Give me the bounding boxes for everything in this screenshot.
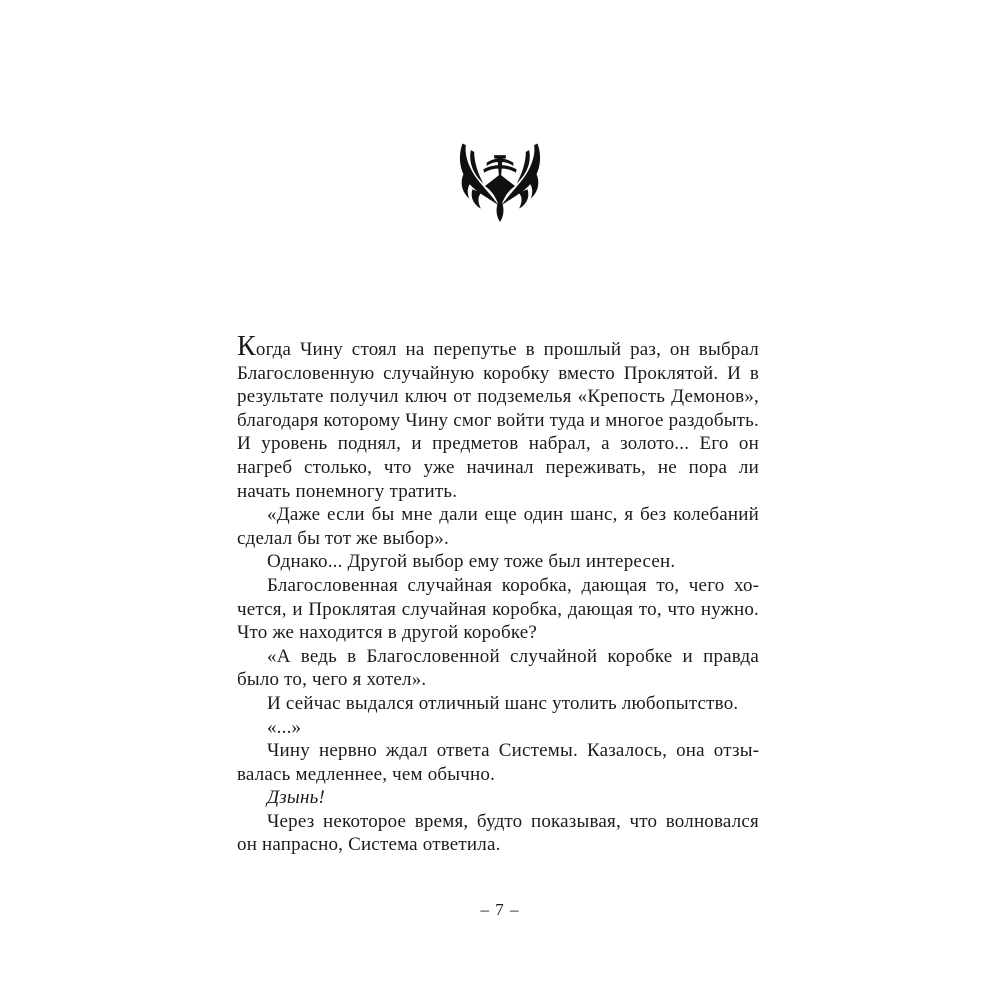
paragraph — [237, 331, 759, 503]
paragraph: «...» — [267, 716, 302, 738]
paragraph: «А ведь в Благословенной случайной коробке и правда было то, чего я хотел». — [237, 645, 759, 691]
paragraph-sound-effect: Дзынь! — [267, 787, 325, 809]
body-text — [237, 331, 759, 857]
paragraph: Через некоторое время, будто показывая, что волновался он напрасно, Система ответила. — [237, 810, 759, 856]
paragraph: Однако... Другой выбор ему тоже был интересен. — [267, 551, 676, 573]
tribal-winged-emblem-icon — [450, 138, 550, 224]
page-number: – 7 – — [480, 900, 520, 919]
paragraph: Благословенная случайная коробка, дающая то, чего хочется, и Проклятая случайная коробка, дающая то, что нужно. Что же находится в другой коробке? — [237, 574, 759, 644]
drop-cap: К — [237, 331, 256, 362]
paragraph: И сейчас выдался отличный шанс утолить любопытство. — [267, 692, 739, 714]
paragraph: «Даже если бы мне дали еще один шанс, я без колебаний сделал бы тот же выбор». — [237, 504, 759, 549]
chapter-ornament — [0, 138, 1000, 229]
paragraph: Чину нервно ждал ответа Системы. Казалось, она отзывалась медленнее, чем обычно. — [237, 740, 759, 785]
paragraph-text: огда Чину стоял на перепутье в прошлый раз, он выбрал Благословенную случайную коробку вместо Проклятой. И в результате получил ключ от подземелья «Крепость Демонов», благодаря которому Чину смог войти туда и многое раздобыть. И уровень поднял, и предметов набрал, а золото... Его он нагреб столько, что уже начинал переживать, не пора ли начать понемногу тратить. — [237, 339, 759, 502]
